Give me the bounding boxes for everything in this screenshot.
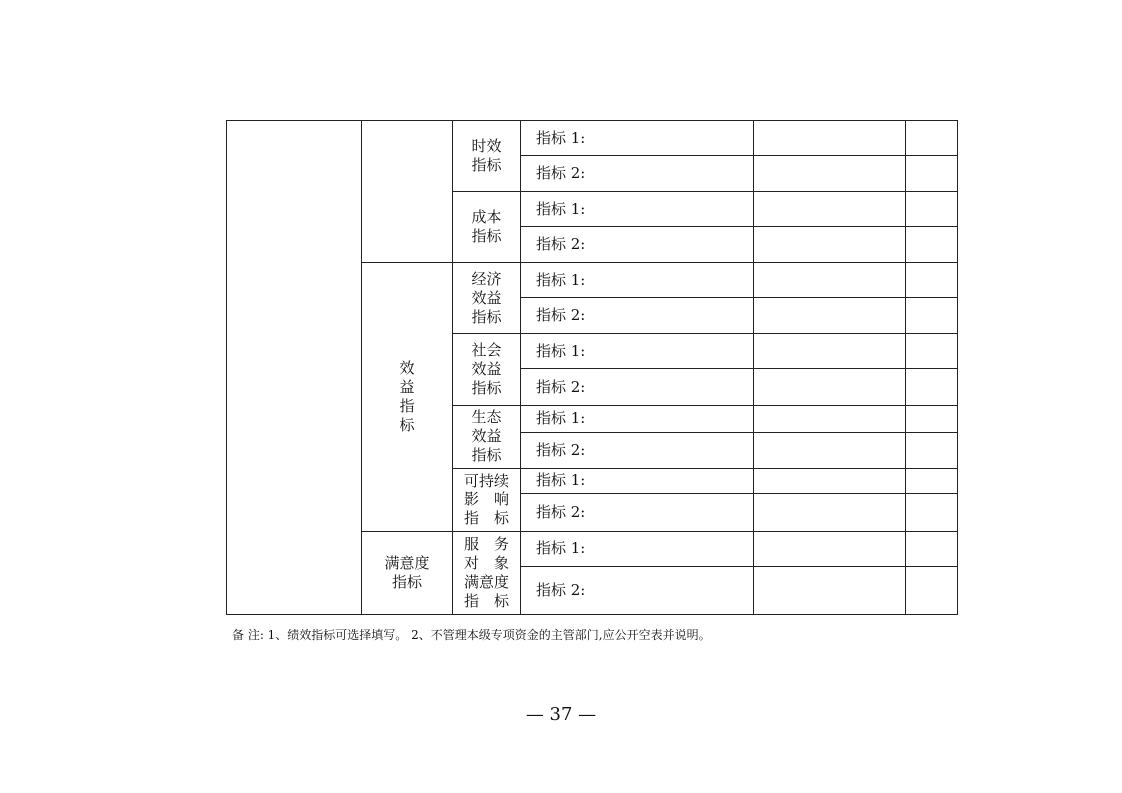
benefit-category-label: 效 益 指 标 bbox=[399, 359, 415, 434]
outer-category-cell bbox=[227, 121, 362, 615]
indicator-value-cell[interactable] bbox=[754, 121, 906, 156]
indicator-label: 指标 2: bbox=[521, 227, 754, 263]
sub-category-label: 社会 效益 指标 bbox=[471, 341, 502, 397]
sub-category-label: 服 务 对 象 满意度 指 标 bbox=[463, 535, 509, 610]
indicator-label: 指标 2: bbox=[521, 493, 754, 531]
indicator-label: 指标 2: bbox=[521, 369, 754, 405]
sub-category-cell bbox=[453, 121, 521, 192]
indicator-value-cell[interactable] bbox=[754, 432, 906, 468]
indicator-extra-cell[interactable] bbox=[906, 468, 958, 493]
indicator-extra-cell[interactable] bbox=[906, 156, 958, 192]
sub-category-label: 经济 效益 指标 bbox=[471, 270, 502, 326]
indicator-extra-cell[interactable] bbox=[906, 298, 958, 334]
indicator-label: 指标 1: bbox=[521, 468, 754, 493]
indicator-value-cell[interactable] bbox=[754, 369, 906, 405]
indicator-label: 指标 1: bbox=[521, 405, 754, 432]
indicator-value-cell[interactable] bbox=[754, 156, 906, 192]
indicator-value-cell[interactable] bbox=[754, 405, 906, 432]
sub-category-cell bbox=[453, 405, 521, 468]
sub-category-cell bbox=[453, 263, 521, 334]
footnote: 备 注: 1、绩效指标可选择填写。 2、不管理本级专项资金的主管部门,应公开空表并说明。 bbox=[232, 628, 711, 642]
indicator-value-cell[interactable] bbox=[754, 192, 906, 227]
indicator-label: 指标 2: bbox=[521, 298, 754, 334]
indicator-extra-cell[interactable] bbox=[906, 263, 958, 298]
indicator-extra-cell[interactable] bbox=[906, 432, 958, 468]
indicator-extra-cell[interactable] bbox=[906, 405, 958, 432]
sub-category-label: 时效 指标 bbox=[471, 137, 502, 175]
benefit-category-cell bbox=[362, 263, 453, 531]
indicator-value-cell[interactable] bbox=[754, 531, 906, 566]
indicator-label: 指标 1: bbox=[521, 263, 754, 298]
performance-indicator-table-container bbox=[226, 120, 957, 615]
indicator-label: 指标 1: bbox=[521, 531, 754, 566]
indicator-extra-cell[interactable] bbox=[906, 227, 958, 263]
indicator-label: 指标 2: bbox=[521, 156, 754, 192]
sub-category-cell bbox=[453, 531, 521, 614]
indicator-value-cell[interactable] bbox=[754, 334, 906, 369]
sub-category-cell bbox=[453, 192, 521, 263]
indicator-extra-cell[interactable] bbox=[906, 334, 958, 369]
sub-category-label: 生态 效益 指标 bbox=[471, 408, 502, 464]
indicator-label: 指标 2: bbox=[521, 566, 754, 614]
indicator-value-cell[interactable] bbox=[754, 566, 906, 614]
indicator-extra-cell[interactable] bbox=[906, 566, 958, 614]
page-number: — 37 — bbox=[525, 704, 597, 725]
indicator-label: 指标 1: bbox=[521, 192, 754, 227]
indicator-extra-cell[interactable] bbox=[906, 369, 958, 405]
indicator-extra-cell[interactable] bbox=[906, 121, 958, 156]
satisfaction-category-label: 满意度 指标 bbox=[384, 554, 430, 591]
indicator-label: 指标 1: bbox=[521, 121, 754, 156]
first-category-cell bbox=[362, 121, 453, 263]
indicator-extra-cell[interactable] bbox=[906, 493, 958, 531]
indicator-value-cell[interactable] bbox=[754, 263, 906, 298]
indicator-extra-cell[interactable] bbox=[906, 531, 958, 566]
indicator-value-cell[interactable] bbox=[754, 298, 906, 334]
indicator-value-cell[interactable] bbox=[754, 493, 906, 531]
indicator-value-cell[interactable] bbox=[754, 227, 906, 263]
indicator-value-cell[interactable] bbox=[754, 468, 906, 493]
performance-indicator-table bbox=[226, 120, 958, 615]
sub-category-label: 可持续 影 响 指 标 bbox=[463, 471, 509, 528]
indicator-label: 指标 2: bbox=[521, 432, 754, 468]
sub-category-cell bbox=[453, 468, 521, 531]
table-row bbox=[227, 121, 958, 156]
sub-category-cell bbox=[453, 334, 521, 405]
indicator-label: 指标 1: bbox=[521, 334, 754, 369]
sub-category-label: 成本 指标 bbox=[471, 208, 502, 246]
indicator-extra-cell[interactable] bbox=[906, 192, 958, 227]
satisfaction-category-cell bbox=[362, 531, 453, 614]
